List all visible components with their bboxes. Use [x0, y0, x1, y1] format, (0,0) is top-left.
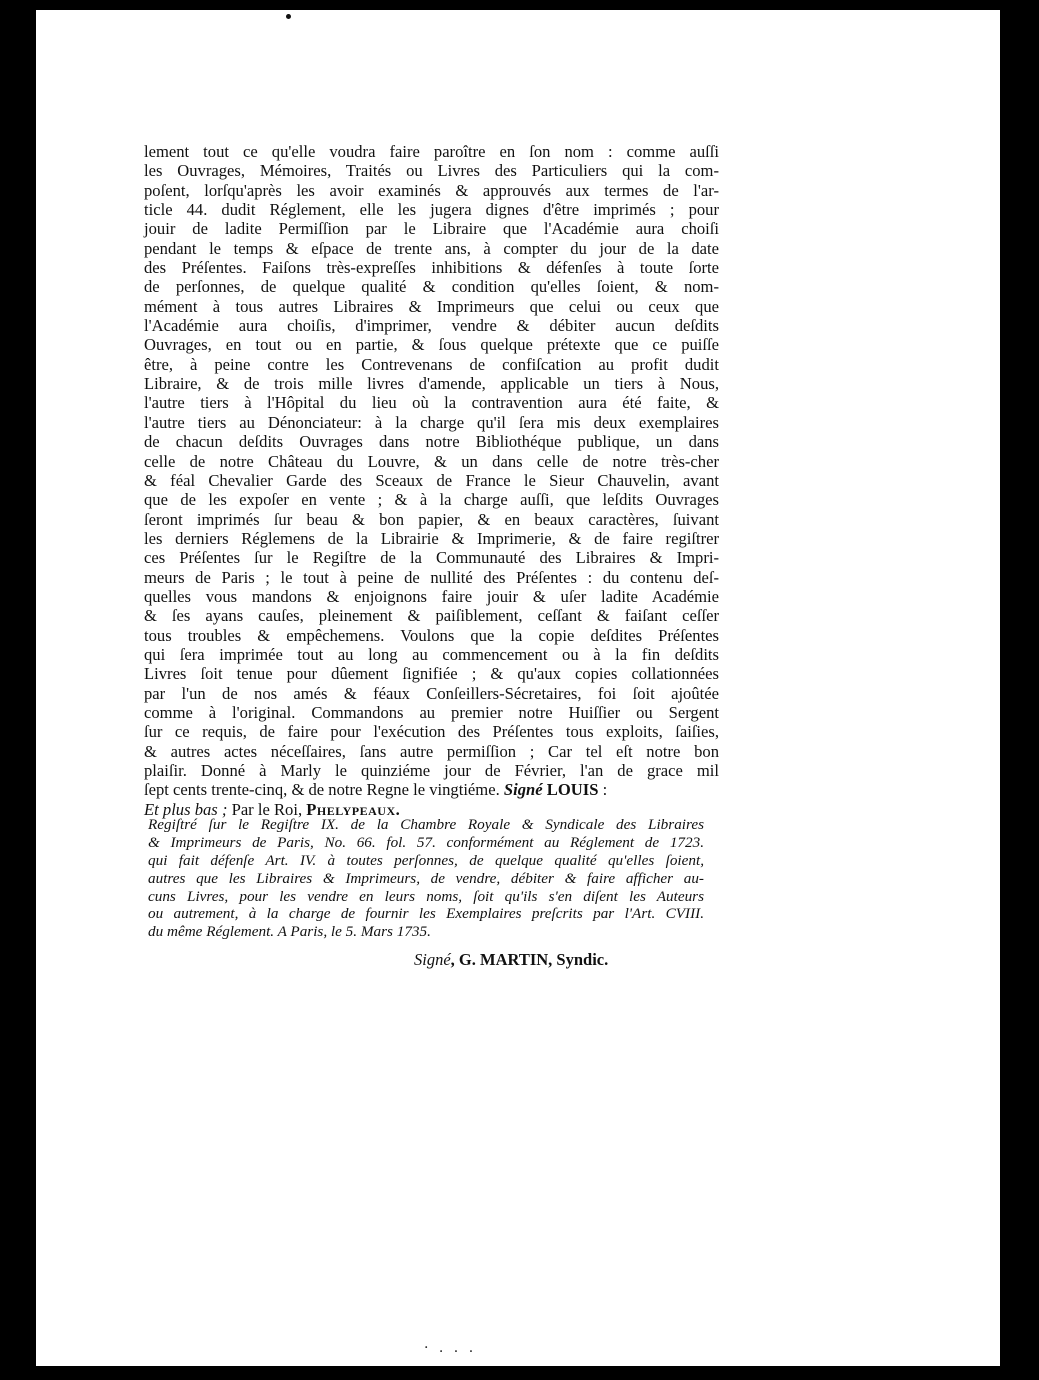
body-line: être, à peine contre les Contrevenans de confiſcation au profit dudit [144, 354, 719, 374]
body-line: plaiſir. Donné à Marly le quinziéme jour de Février, l'an de grace mil [144, 761, 719, 780]
document-page [36, 10, 1000, 1366]
body-line: Livres ſoit tenue pour dûement ſignifiée ; & qu'aux copies collationnées [144, 664, 719, 684]
body-line: jouir de ladite Permiſſion par le Libraire que l'Académie aura choiſi [144, 219, 719, 239]
body-line: poſent, lorſqu'après les avoir examinés & approuvés aux termes de l'ar- [144, 180, 719, 200]
body-line: mément à tous autres Libraires & Imprimeurs que celui ou ceux que [144, 296, 719, 316]
body-line: de chacun deſdits Ouvrages dans notre Bibliothéque publique, un dans [144, 432, 719, 452]
body-line: par l'un de nos amés & féaux Conſeillers-Sécretaires, foi ſoit ajoûtée [144, 683, 719, 703]
body-line: l'autre tiers à l'Hôpital du lieu où la contravention aura été faite, & [144, 393, 719, 413]
body-line: de perſonnes, de quelque qualité & condition qu'elles ſoient, & nom- [144, 277, 719, 297]
signe-word: Signé [414, 950, 451, 969]
body-line: les derniers Réglemens de la Librairie & Imprimerie, & de faire regiſtrer [144, 528, 719, 548]
body-line: ſeront imprimés ſur beau & bon papier, & en beaux caractères, ſuivant [144, 509, 719, 529]
body-line: tous troubles & empêchemens. Voulons que la copie deſdites Préſentes [144, 625, 719, 645]
minister-name: Phelypeaux. [306, 799, 401, 819]
body-line: pendant le temps & eſpace de trente ans, à compter du jour de la date [144, 238, 719, 258]
plus-bas-text: Et plus bas ; [144, 799, 228, 819]
register-line: ou autrement, à la charge de fournir les Exemplaires preſcrits par l'Art. CVIII. [148, 905, 704, 923]
body-line: l'Académie aura choiſis, d'imprimer, vendre & débiter aucun deſdits [144, 316, 719, 336]
body-line: & féal Chevalier Garde des Sceaux de France le Sieur Chauvelin, avant [144, 470, 719, 490]
body-line: des Préſentes. Faiſons très-expreſſes inhibitions & défenſes à toute ſorte [144, 258, 719, 278]
par-le-roi-text: Par le Roi, [227, 799, 303, 819]
body-line: qui ſera imprimée tout au long au commencement ou à la fin deſdits [144, 644, 719, 664]
syndic-signature [414, 950, 608, 970]
body-line: ſept cents trente-cinq, & de notre Regne le vingtiéme. [144, 780, 500, 800]
register-line: Regiſtré ſur le Regiſtre IX. de la Chambre Royale & Syndicale des Libraires [148, 816, 704, 833]
register-line: cuns Livres, pour les vendre en leurs noms, ſoit qu'ils s'en diſent les Auteurs [148, 887, 704, 905]
register-line: & Imprimeurs de Paris, No. 66. fol. 57. conformément au Réglement de 1723. [148, 833, 704, 851]
body-line: celle de notre Château du Louvre, & un dans celle de notre très-cher [144, 451, 719, 471]
body-line: ticle 44. dudit Réglement, elle les jugera dignes d'être imprimés ; pour [144, 200, 719, 220]
privilege-body-text [144, 142, 719, 819]
body-line: & autres actes néceſſaires, ſans autre permiſſion ; Car tel eſt notre bon [144, 741, 719, 761]
body-line: que de les expoſer en vente ; & à la charge auſſi, que leſdits Ouvrages [144, 490, 719, 510]
syndic-name: , G. MARTIN, Syndic. [450, 950, 609, 969]
body-line: comme à l'original. Commandons au premier notre Huiſſier ou Sergent [144, 702, 719, 722]
register-line: du même Réglement. A Paris, le 5. Mars 1735. [148, 923, 431, 941]
king-name: LOUIS [546, 780, 599, 800]
body-line: lement tout ce qu'elle voudra faire paroître en ſon nom : comme auſſi [144, 142, 719, 161]
body-line: quelles vous mandons & enjoignons faire jouir & uſer ladite Académie [144, 586, 719, 606]
body-line: meurs de Paris ; le tout à peine de nullité des Préſentes : du contenu deſ- [144, 567, 719, 587]
register-line: qui fait défenſe Art. IV. à toutes perſonnes, de quelque qualité qu'elles ſoient, [148, 851, 704, 869]
ink-dot [286, 14, 291, 19]
body-line-signed [144, 780, 719, 799]
body-line: l'autre tiers au Dénonciateur: à la charge qu'il ſera mis deux exemplaires [144, 412, 719, 432]
register-line: autres que les Libraires & Imprimeurs, de vendre, débiter & faire afficher au- [148, 869, 704, 887]
body-line: ſur ce requis, de faire pour l'exécution des Préſentes tous exploits, ſaiſies, [144, 722, 719, 742]
body-line: les Ouvrages, Mémoires, Traités ou Livres des Particuliers qui la com- [144, 161, 719, 181]
signe-word: Signé [503, 780, 543, 800]
registration-note [148, 816, 704, 941]
body-line: ces Préſentes ſur le Regiſtre de la Communauté des Libraires & Impri- [144, 548, 719, 568]
punctuation: : [598, 780, 608, 800]
printer-marks: · . . . [424, 1340, 477, 1356]
body-line: Ouvrages, en tout ou en partie, & ſous quelque prétexte que ce puiſſe [144, 335, 719, 355]
body-line: Libraire, & de trois mille livres d'amende, applicable un tiers à Nous, [144, 374, 719, 394]
body-line: & ſes ayans cauſes, pleinement & paiſiblement, ceſſant & faiſant ceſſer [144, 606, 719, 626]
